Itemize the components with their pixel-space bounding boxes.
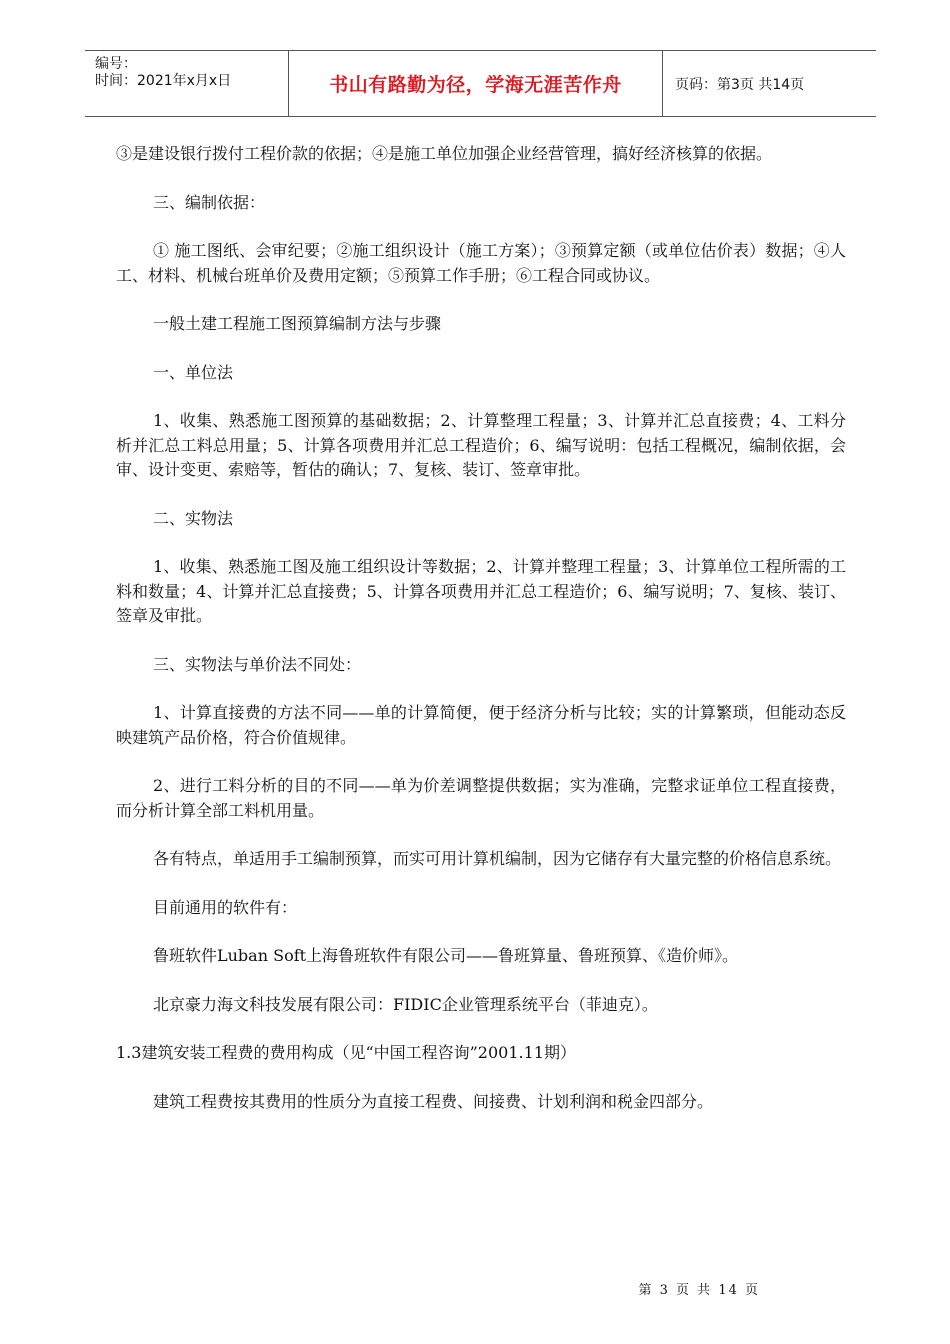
header-page-info: 页码：第3页 共14页: [675, 76, 805, 93]
header-motto: 书山有路勤为径，学海无涯苦作舟: [288, 51, 663, 116]
paragraph: 1、收集、熟悉施工图及施工组织设计等数据；2、计算并整理工程量；3、计算单位工程所需的工料和数量；4、计算并汇总直接费；5、计算各项费用并汇总工程造价；6、编写说明；7、复核、装订、签章及审批。: [116, 557, 846, 625]
document-time-label: 时间：2021年x月x日: [95, 73, 232, 89]
paragraph: ③是建设银行拨付工程价款的依据；④是施工单位加强企业经营管理，搞好经济核算的依据。: [116, 144, 773, 163]
section-heading: 1.3建筑安装工程费的费用构成（见“中国工程咨询”2001.11期）: [116, 1043, 576, 1062]
header-meta: [85, 51, 288, 116]
section-heading: 三、编制依据：: [153, 192, 266, 212]
paragraph: 北京豪力海文科技发展有限公司：FIDIC企业管理系统平台（菲迪克）。: [153, 994, 658, 1014]
page-header: [85, 50, 876, 117]
document-body: [116, 142, 846, 1114]
section-heading: 一般土建工程施工图预算编制方法与步骤: [153, 314, 442, 333]
page-footer: 第 3 页 共 14 页: [638, 1283, 760, 1298]
paragraph: 1、收集、熟悉施工图预算的基础数据；2、计算整理工程量；3、计算并汇总直接费；4、工料分析并汇总工料总用量；5、计算各项费用并汇总工程造价；6、编写说明：包括工程概况，编制依据，会审、设计变更、索赔等，暂估的确认；7、复核、装订、签章审批。: [116, 411, 846, 479]
paragraph: 鲁班软件Luban Soft上海鲁班软件有限公司——鲁班算量、鲁班预算、《造价师》。: [153, 946, 739, 965]
section-heading: 二、实物法: [153, 508, 234, 528]
section-heading: 三、实物法与单价法不同处：: [153, 654, 362, 674]
document-number-label: 编号：: [95, 56, 137, 72]
paragraph: 2、进行工料分析的目的不同——单为价差调整提供数据；实为准确，完整求证单位工程直接费，而分析计算全部工料机用量。: [116, 776, 846, 820]
paragraph: ① 施工图纸、会审纪要；②施工组织设计（施工方案）；③预算定额（或单位估价表）数据；④人工、材料、机械台班单价及费用定额；⑤预算工作手册；⑥工程合同或协议。: [116, 241, 846, 285]
paragraph: 各有特点，单适用手工编制预算，而实可用计算机编制，因为它储存有大量完整的价格信息系统。: [153, 849, 842, 868]
paragraph: 1、计算直接费的方法不同——单的计算简便，便于经济分析与比较；实的计算繁琐，但能动态反映建筑产品价格，符合价值规律。: [116, 703, 846, 747]
paragraph: 目前通用的软件有：: [153, 897, 298, 917]
section-heading: 一、单位法: [153, 362, 234, 382]
paragraph: 建筑工程费按其费用的性质分为直接工程费、间接费、计划利润和税金四部分。: [153, 1091, 714, 1111]
